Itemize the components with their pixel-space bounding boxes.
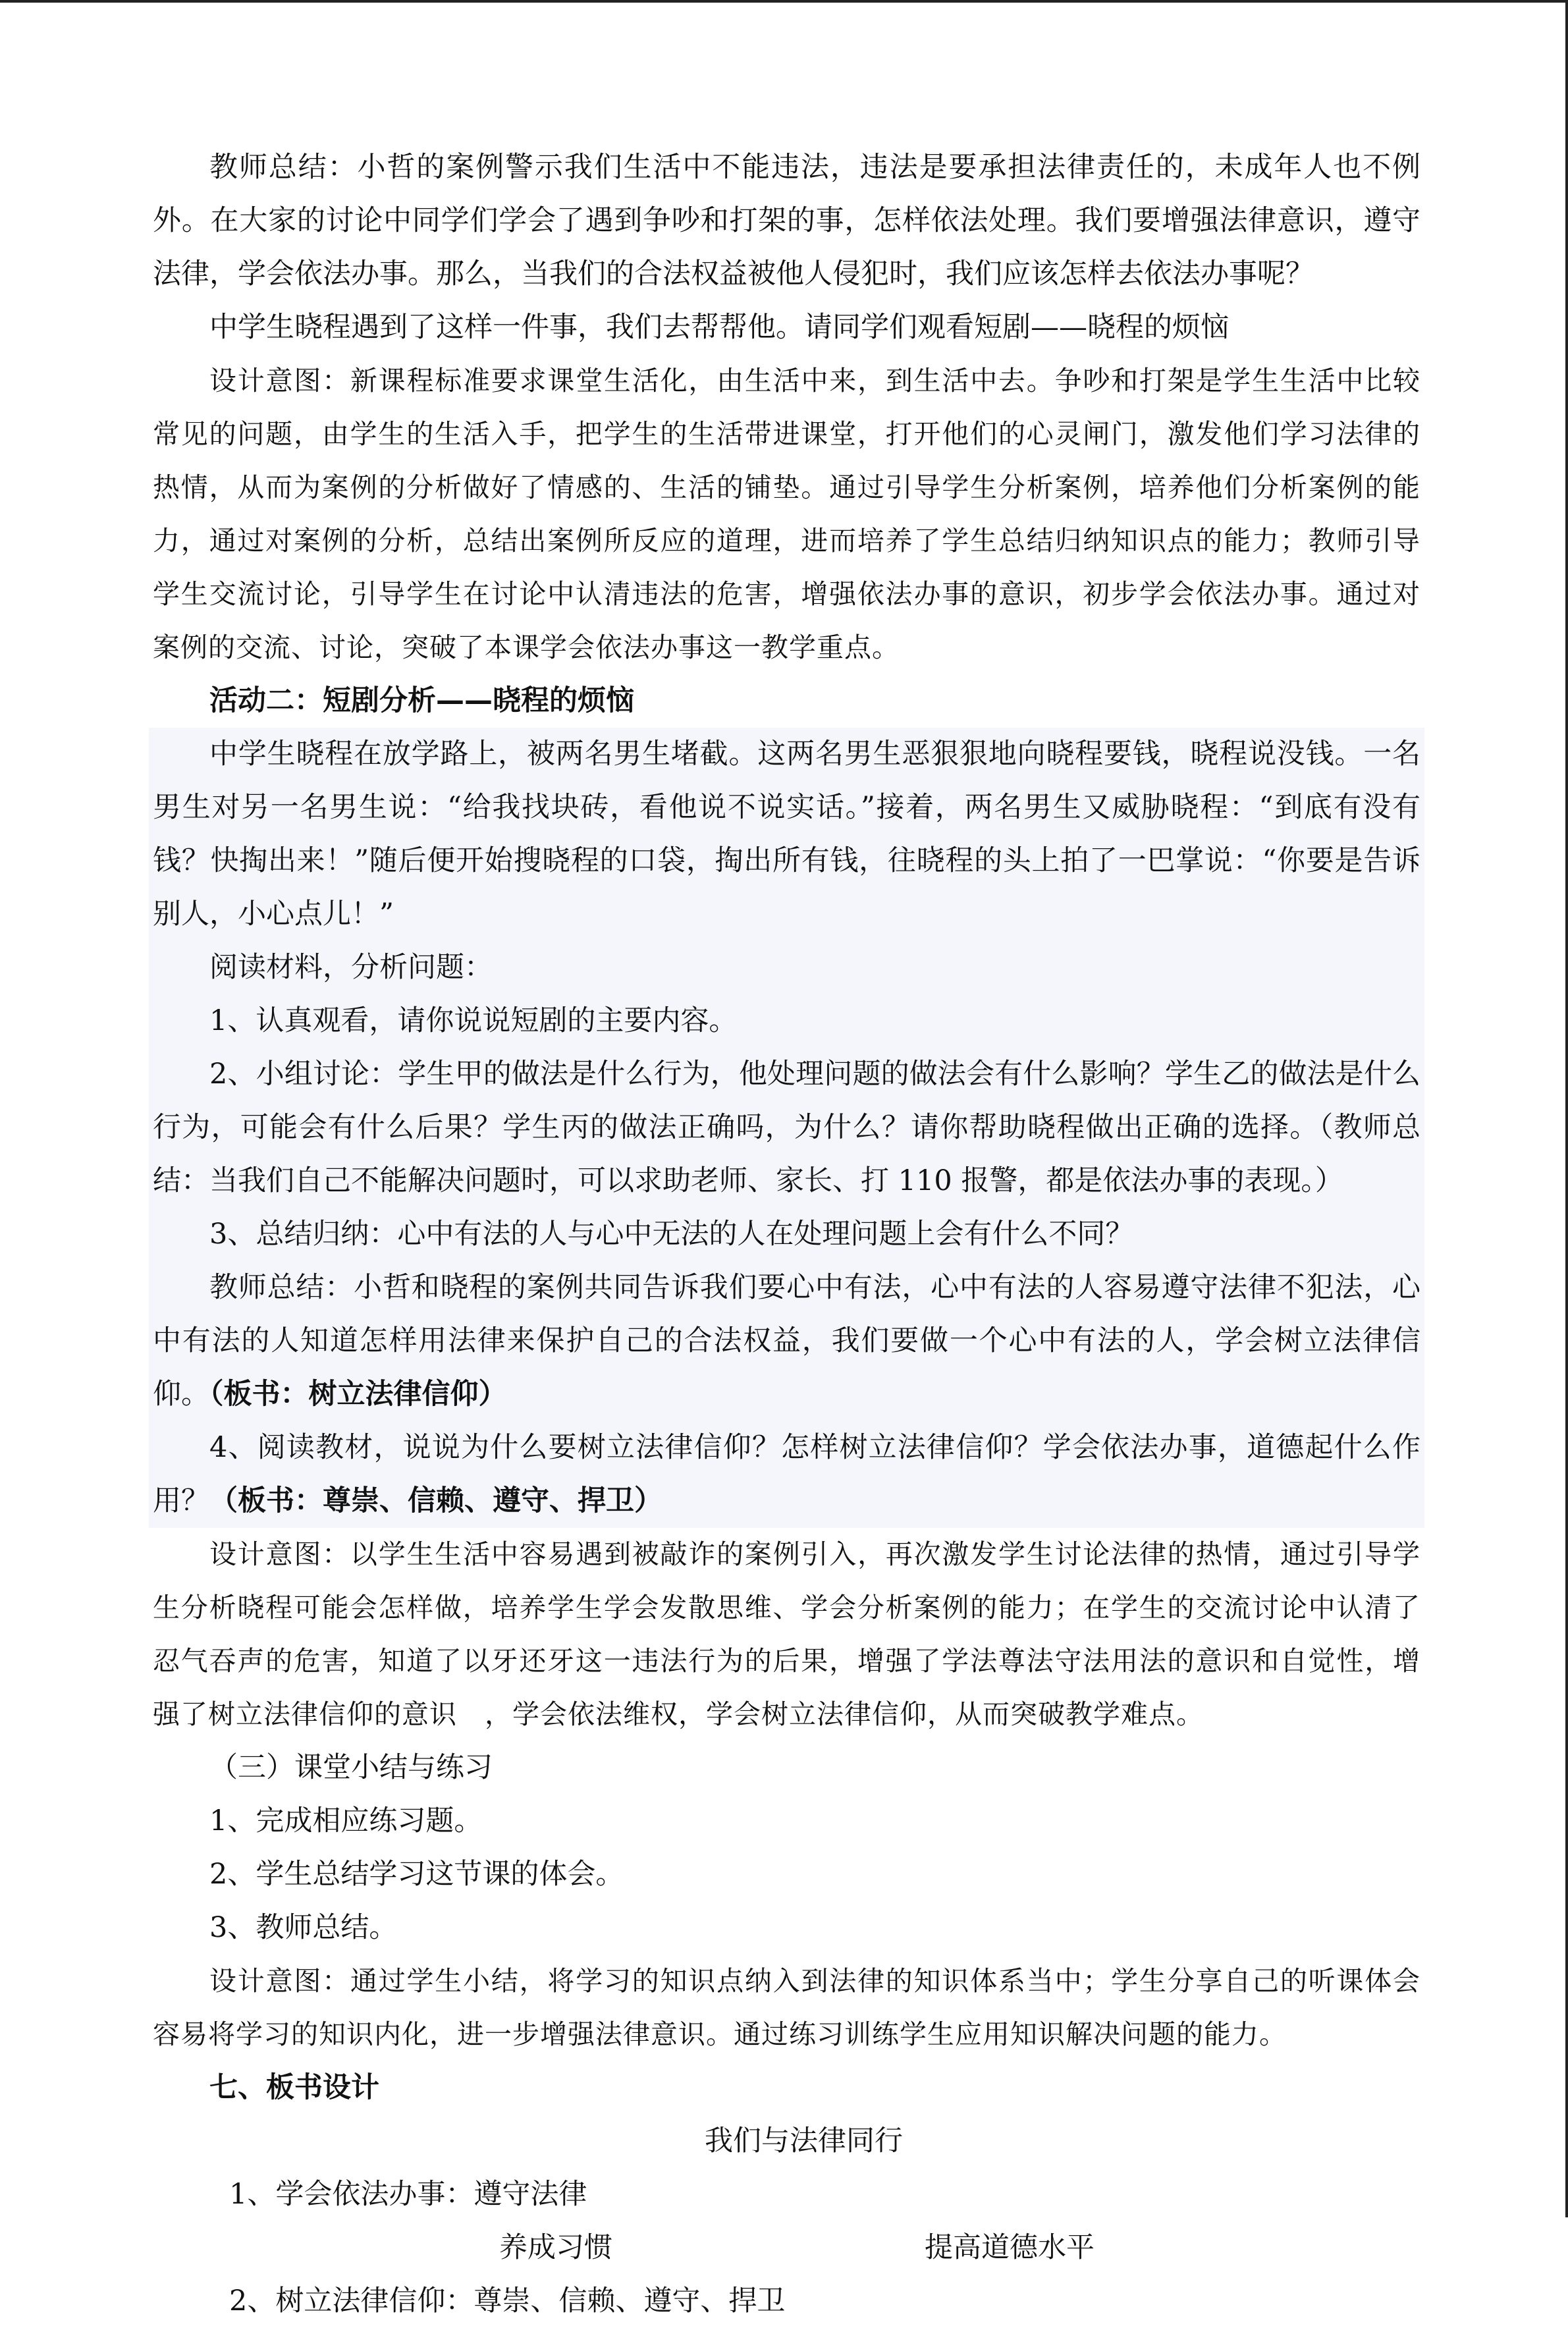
summary-step-1: 1、完成相应练习题。 — [209, 1804, 483, 1837]
intro-skit-paragraph: 中学生晓程遇到了这样一件事，我们去帮帮他。请同学们观看短剧——晓程的烦恼 — [209, 311, 1229, 344]
board-design-heading: 七、板书设计 — [209, 2071, 379, 2104]
board-line-2-right: 提高道德水平 — [925, 2231, 1095, 2264]
board-line-1: 1、学会依法办事：遵守法律 — [229, 2178, 587, 2211]
question-4-text: 4、阅读教材，说说为什么要树立法律信仰？怎样树立法律信仰？学会依法办事，道德起什么作用？ — [153, 1431, 1420, 1517]
question-3-paragraph: 3、总结归纳：心中有法的人与心中无法的人在处理问题上会有什么不同？ — [209, 1218, 1134, 1251]
board-line-2: 养成习惯 — [499, 2231, 612, 2264]
design-intent-paragraph-1: 设计意图：新课程标准要求课堂生活化，由生活中来，到生活中去。争吵和打架是学生生活中比较常见的问题，由学生的生活入手，把学生的生活带进课堂，打开他们的心灵闸门，激发他们学习法律的热情，从而为案例的分析做好了情感的、生活的铺垫。通过引导学生分析案例，培养他们分析案例的能力，通过对案例的分析，总结出案例所反应的道理，进而培养了学生总结归纳知识点的能力；教师引导学生交流讨论，引导学生在讨论中认清违法的危害，增强依法办事的意识，初步学会依法办事。通过对案例的交流、讨论，突破了本课学会依法办事这一教学重点。 — [153, 365, 1420, 663]
page-border-top — [0, 0, 1568, 3]
summary-step-3: 3、教师总结。 — [209, 1911, 398, 1944]
question-4-paragraph — [153, 1421, 1420, 1528]
board-title: 我们与法律同行 — [705, 2125, 903, 2157]
board-design — [153, 2115, 1420, 2328]
board-note-faith: （板书：树立法律信仰） — [209, 1378, 507, 1411]
question-2-paragraph: 2、小组讨论：学生甲的做法是什么行为，他处理问题的做法会有什么影响？学生乙的做法是什么行为，可能会有什么后果？学生丙的做法正确吗，为什么？请你帮助晓程做出正确的选择。（教师总结：当我们自己不能解决问题时，可以求助老师、家长、打 110 报警，都是依法办事的表现。） — [153, 1058, 1420, 1197]
activity-two-heading: 活动二：短剧分析——晓程的烦恼 — [209, 684, 634, 717]
skit-story-paragraph: 中学生晓程在放学路上，被两名男生堵截。这两名男生恶狠狠地向晓程要钱，晓程说没钱。一名男生对另一名男生说：“给我找块砖，看他说不说实话。”接着，两名男生又威胁晓程：“到底有没有钱？快掏出来！”随后便开始搜晓程的口袋，掏出所有钱，往晓程的头上拍了一巴掌说：“你要是告诉别人，小心点儿！” — [153, 738, 1420, 931]
teacher-summary-paragraph: 教师总结：小哲的案例警示我们生活中不能违法，违法是要承担法律责任的，未成年人也不例外。在大家的讨论中同学们学会了遇到争吵和打架的事，怎样依法处理。我们要增强法律意识，遵守法律，学会依法办事。那么，当我们的合法权益被他人侵犯时，我们应该怎样去依法办事呢？ — [153, 151, 1420, 290]
shaded-skit-section — [149, 728, 1424, 1528]
teacher-summary-2-text: 教师总结：小哲和晓程的案例共同告诉我们要心中有法，心中有法的人容易遵守法律不犯法，心中有法的人知道怎样用法律来保护自己的合法权益，我们要做一个心中有法的人，学会树立法律信仰。 — [153, 1271, 1420, 1411]
question-1-paragraph: 1、认真观看，请你说说短剧的主要内容。 — [209, 1004, 738, 1037]
read-material-paragraph: 阅读材料，分析问题： — [209, 951, 493, 984]
design-intent-paragraph-3: 设计意图：通过学生小结，将学习的知识点纳入到法律的知识体系当中；学生分享自己的听课体会容易将学习的知识内化，进一步增强法律意识。通过练习训练学生应用知识解决问题的能力。 — [153, 1965, 1420, 2050]
teacher-summary-2-paragraph — [153, 1261, 1420, 1421]
document-body — [153, 141, 1420, 2328]
summary-step-2: 2、学生总结学习这节课的体会。 — [209, 1858, 624, 1891]
page-border-right — [1565, 0, 1568, 2217]
board-note-respect: （板书：尊崇、信赖、遵守、捍卫） — [209, 1484, 662, 1517]
design-intent-paragraph-2: 设计意图：以学生生活中容易遇到被敲诈的案例引入，再次激发学生讨论法律的热情，通过引导学生分析晓程可能会怎样做，培养学生学会发散思维、学会分析案例的能力；在学生的交流讨论中认清了忍气吞声的危害，知道了以牙还牙这一违法行为的后果，增强了学法尊法守法用法的意识和自觉性，增强了树立法律信仰的意识 ，学会依法维权，学会树立法律信仰，从而突破教学难点。 — [153, 1538, 1420, 1730]
class-summary-heading: （三）课堂小结与练习 — [209, 1751, 493, 1784]
board-line-3: 2、树立法律信仰：尊崇、信赖、遵守、捍卫 — [229, 2285, 786, 2317]
